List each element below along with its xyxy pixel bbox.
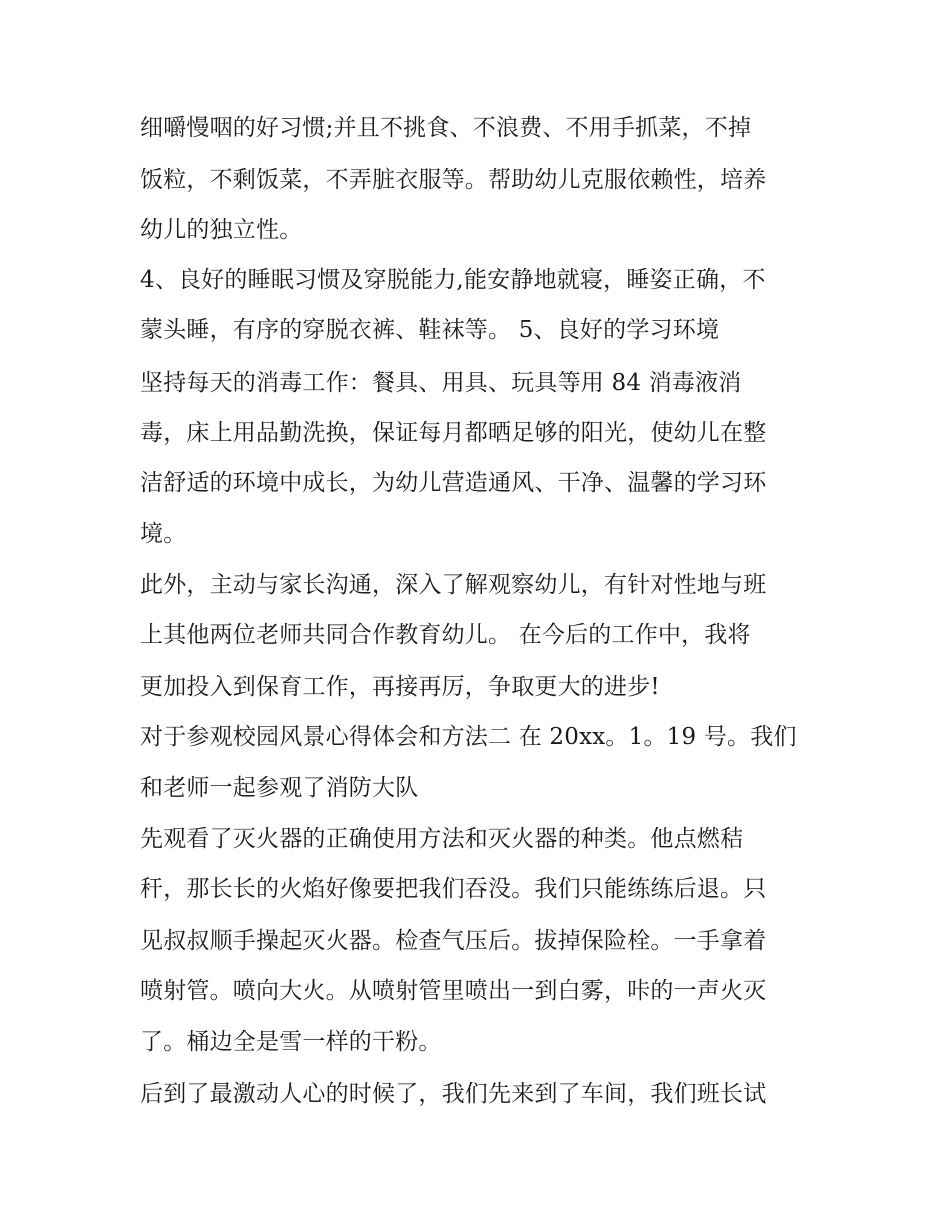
text-line: 秆，那长长的火焰好像要把我们吞没。我们只能练练后退。只 xyxy=(140,876,767,902)
text-line: 更加投入到保育工作，再接再厉，争取更大的进步! xyxy=(140,674,660,700)
text-line: 境。 xyxy=(140,521,187,547)
text-line: 了。桶边全是雪一样的干粉。 xyxy=(140,1029,442,1055)
text-line: 此外，主动与家长沟通，深入了解观察幼儿，有针对性地与班 xyxy=(140,572,767,598)
text-line: 对于参观校园风景心得体会和方法二 在 20xx。1。19 号。我们 xyxy=(140,724,797,750)
text-line: 上其他两位老师共同合作教育幼儿。 在今后的工作中，我将 xyxy=(140,622,751,648)
text-line: 见叔叔顺手操起灭火器。检查气压后。拔掉保险栓。一手拿着 xyxy=(140,928,767,954)
text-line: 4、良好的睡眠习惯及穿脱能力,能安静地就寝，睡姿正确，不 xyxy=(140,267,766,293)
text-line: 幼儿的独立性。 xyxy=(140,217,303,243)
text-line: 细嚼慢咽的好习惯;并且不挑食、不浪费、不用手抓菜，不掉 xyxy=(140,115,752,141)
text-line: 后到了最激动人心的时候了，我们先来到了车间，我们班长试 xyxy=(140,1081,767,1107)
text-line: 洁舒适的环境中成长，为幼儿营造通风、干净、温馨的学习环 xyxy=(140,470,767,496)
text-line: 蒙头睡，有序的穿脱衣裤、鞋袜等。 5、良好的学习环境 xyxy=(140,317,720,343)
text-line: 坚持每天的消毒工作：餐具、用具、玩具等用 84 消毒液消 xyxy=(140,370,742,396)
text-line: 喷射管。喷向大火。从喷射管里喷出一到白雾，咔的一声火灭 xyxy=(140,978,767,1004)
text-line: 和老师一起参观了消防大队 xyxy=(140,775,419,801)
text-line: 先观看了灭火器的正确使用方法和灭火器的种类。他点燃秸 xyxy=(140,826,744,852)
text-line: 毒，床上用品勤洗换，保证每月都晒足够的阳光，使幼儿在整 xyxy=(140,420,767,446)
text-line: 饭粒，不剩饭菜，不弄脏衣服等。帮助幼儿克服依赖性，培养 xyxy=(140,167,767,193)
